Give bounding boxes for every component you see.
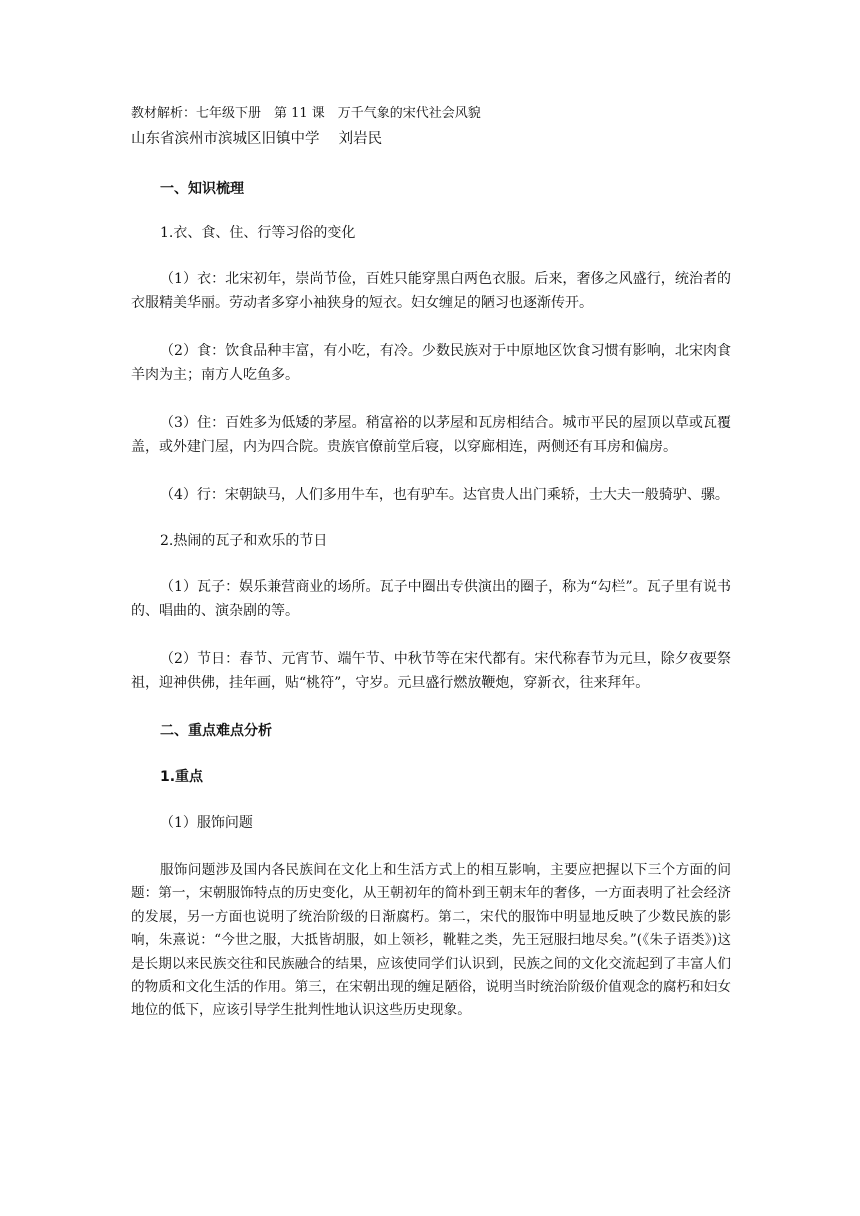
document-title: 教材解析：七年级下册 第 11 课 万千气象的宋代社会风貌 [131, 106, 481, 121]
subheading-customs: 1.衣、食、住、行等习俗的变化 [160, 225, 356, 241]
document-page [131, 104, 731, 1023]
paragraph-food: （2）食：饮食品种丰富，有小吃，有冷。少数民族对于中原地区饮食习惯有影响，北宋肉食羊肉为主；南方人吃鱼多。 [131, 343, 731, 383]
paragraph-clothing-issue: 服饰问题涉及国内各民族间在文化上和生活方式上的相互影响，主要应把握以下三个方面的问题：第一，宋朝服饰特点的历史变化，从王朝初年的简朴到王朝末年的奢侈，一方面表明了社会经济的发展，另一方面也说明了统治阶级的日渐腐朽。第二，宋代的服饰中明显地反映了少数民族的影响，朱熹说：“今世之服，大抵皆胡服，如上领衫，靴鞋之类，先王冠服扫地尽矣。”(《朱子语类》)这是长期以来民族交往和民族融合的结果，应该使同学们认识到，民族之间的文化交流起到了丰富人们的物质和文化生活的作用。第三，在宋朝出现的缠足陋俗，说明当时统治阶级价值观念的腐朽和妇女地位的低下，应该引导学生批判性地认识这些历史现象。 [131, 862, 731, 1019]
section-heading-analysis: 二、重点难点分析 [160, 723, 272, 739]
paragraph-travel: （4）行：宋朝缺马，人们多用牛车，也有驴车。达官贵人出门乘轿，士大夫一般骑驴、骡。 [160, 487, 729, 503]
subheading-clothing-issue: （1）服饰问题 [160, 815, 253, 831]
paragraph-wazi: （1）瓦子：娱乐兼营商业的场所。瓦子中圈出专供演出的圈子，称为“勾栏”。瓦子里有说书的、唱曲的、演杂剧的等。 [131, 579, 731, 619]
paragraph-clothing: （1）衣：北宋初年，崇尚节俭，百姓只能穿黑白两色衣服。后来，奢侈之风盛行，统治者的衣服精美华丽。劳动者多穿小袖狭身的短衣。妇女缠足的陋习也逐渐传开。 [131, 271, 731, 311]
subheading-wazi-festivals: 2.热闹的瓦子和欢乐的节日 [160, 533, 328, 549]
author-line: 山东省滨州市滨城区旧镇中学 刘岩民 [131, 131, 383, 147]
paragraph-housing: （3）住：百姓多为低矮的茅屋。稍富裕的以茅屋和瓦房相结合。城市平民的屋顶以草或瓦覆盖，或外建门屋，内为四合院。贵族官僚前堂后寝，以穿廊相连，两侧还有耳房和偏房。 [131, 415, 731, 455]
subheading-key-points: 1.重点 [160, 769, 204, 785]
paragraph-festivals: （2）节日：春节、元宵节、端午节、中秋节等在宋代都有。宋代称春节为元旦，除夕夜要祭祖，迎神供佛，挂年画，贴“桃符”，守岁。元旦盛行燃放鞭炮，穿新衣，往来拜年。 [131, 651, 731, 691]
section-heading-knowledge: 一、知识梳理 [160, 181, 244, 197]
